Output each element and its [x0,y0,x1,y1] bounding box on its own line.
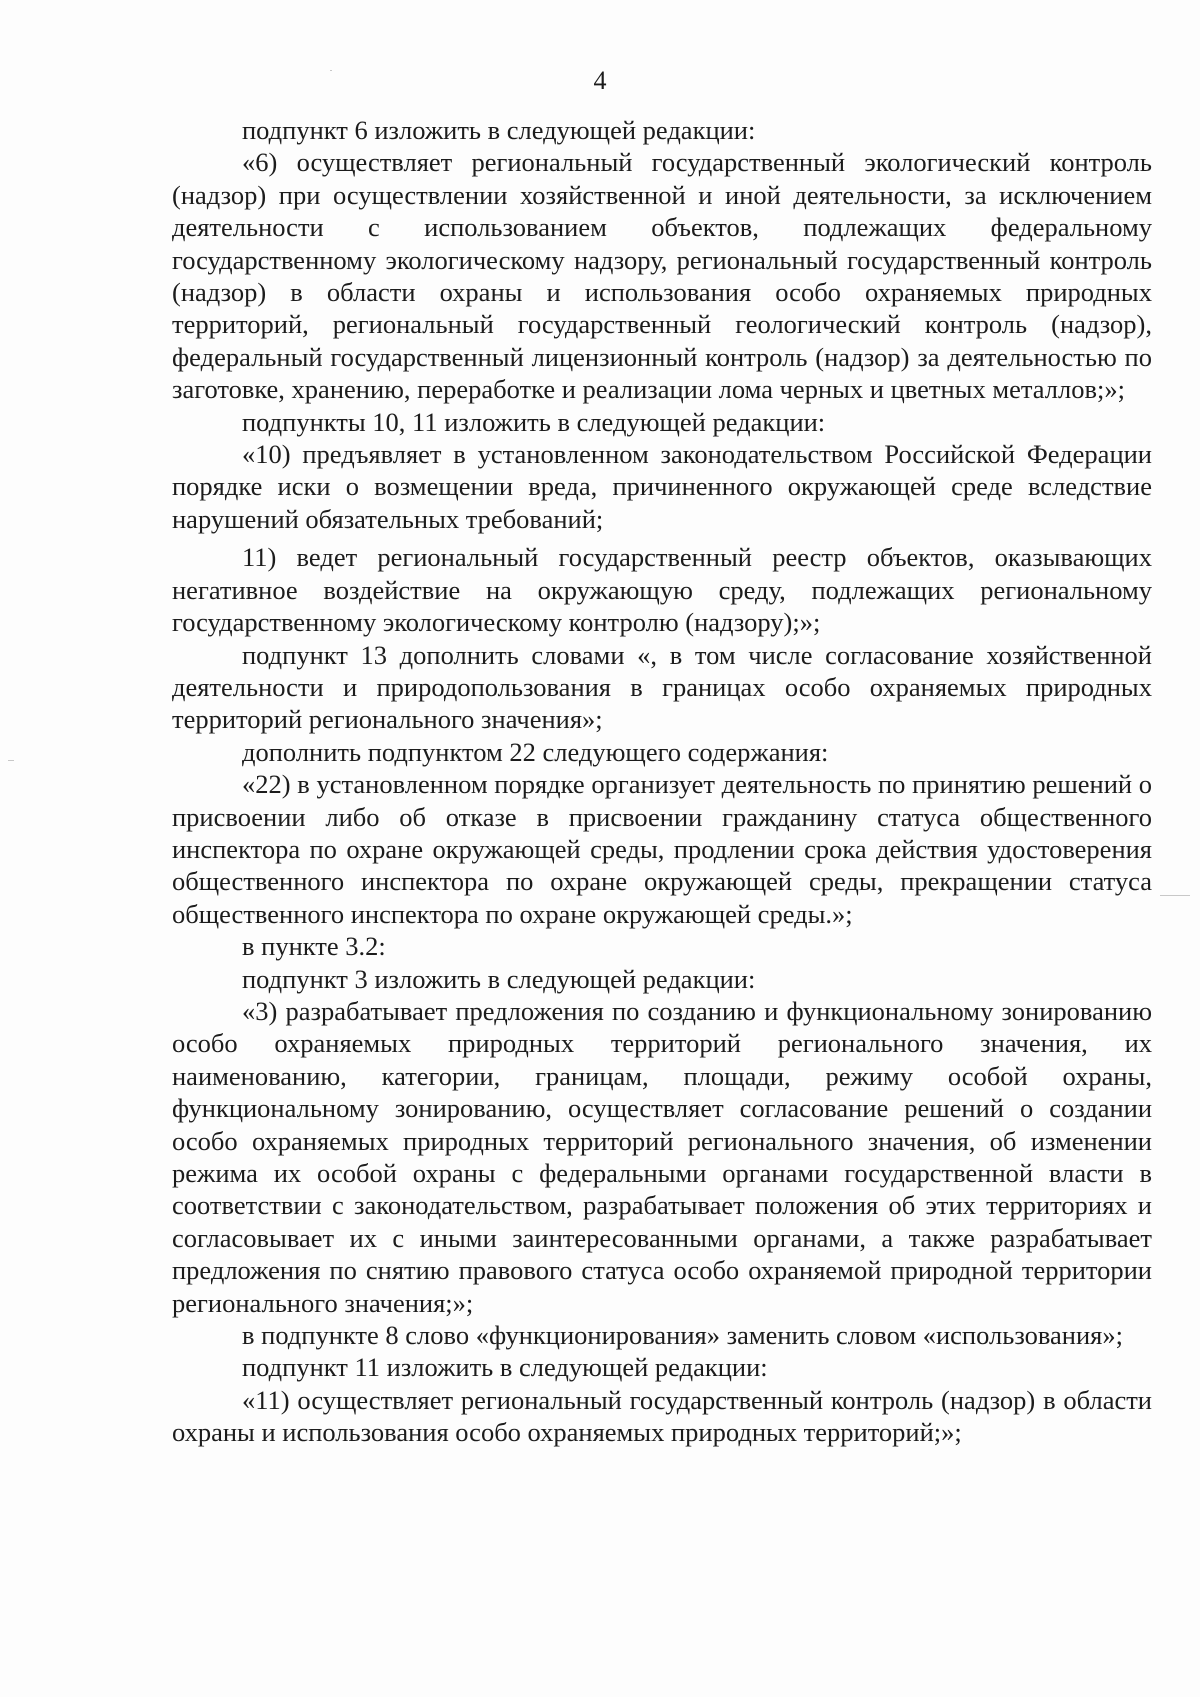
paragraph-3: подпункты 10, 11 изложить в следующей редакции: [242,406,826,437]
paragraph-10: подпункт 3 изложить в следующей редакции: [242,963,756,994]
page-number: 4 [593,66,607,95]
scan-speck [1160,895,1190,896]
scan-speck [8,760,14,761]
paragraph-1: подпункт 6 изложить в следующей редакции: [242,115,756,145]
paragraph-2: «6) осуществляет региональный государственный экологический контроль (надзор) при осуществлении хозяйственной и иной деятельности, за исключением деятельности с использованием объектов, подлежащих федеральному государственному экологическому надзору, региональный государственный контроль (надзор) в области охраны и использования особо охраняемых природных территорий, региональный государственный геологический контроль (надзор), федеральный государственный лицензионный контроль (надзор) за деятельностью по заготовке, хранению, переработке и реализации лома черных и цветных металлов;»; [172,147,1152,405]
paragraph-8: «22) в установленном порядке организует деятельность по принятию решений о присвоении либо об отказе в присвоении гражданину статуса общественного инспектора по охране окружающей среды, продлении срока действия удостоверения общественного инспектора по охране окружающей среды, прекращении статуса общественного инспектора по охране окружающей среды.»; [172,769,1152,929]
paragraph-11: «3) разрабатывает предложения по созданию и функциональному зонированию особо охраняемых природных территорий регионального значения, их наименованию, категории, границам, площади, режиму особой охраны, функциональному зонированию, осуществляет согласование решений о создании особо охраняемых природных территорий регионального значения, об изменении режима их особой охраны с федеральными органами государственной власти в соответствии с законодательством, разрабатывает положения об этих территориях и согласовывает их с иными заинтересованными органами, а также разрабатывает предложения по снятию правового статуса особо охраняемой природной территории регионального значения;»; [172,995,1152,1318]
paragraph-14: «11) осуществляет региональный государственный контроль (надзор) в области охраны и использования особо охраняемых природных территорий;»; [172,1384,1152,1448]
paragraph-12: в подпункте 8 слово «функционирования» заменить словом «использования»; [242,1320,1123,1351]
paragraph-6: подпункт 13 дополнить словами «, в том числе согласование хозяйственной деятельности и природопользования в границах особо охраняемых природных территорий регионального значения»; [172,639,1152,735]
document-body [172,114,1152,1449]
paragraph-7: дополнить подпунктом 22 следующего содержания: [242,736,829,767]
paragraph-9: в пункте 3.2: [242,931,386,962]
paragraph-13: подпункт 11 изложить в следующей редакции: [242,1352,768,1383]
paragraph-4: «10) предъявляет в установленном законодательством Российской Федерации порядке иски о возмещении вреда, причиненного окружающей среде вследствие нарушений обязательных требований; [172,439,1152,534]
paragraph-5: 11) ведет региональный государственный реестр объектов, оказывающих негативное воздействие на окружающую среду, подлежащих региональному государственному экологическому контролю (надзору);»; [172,542,1152,638]
